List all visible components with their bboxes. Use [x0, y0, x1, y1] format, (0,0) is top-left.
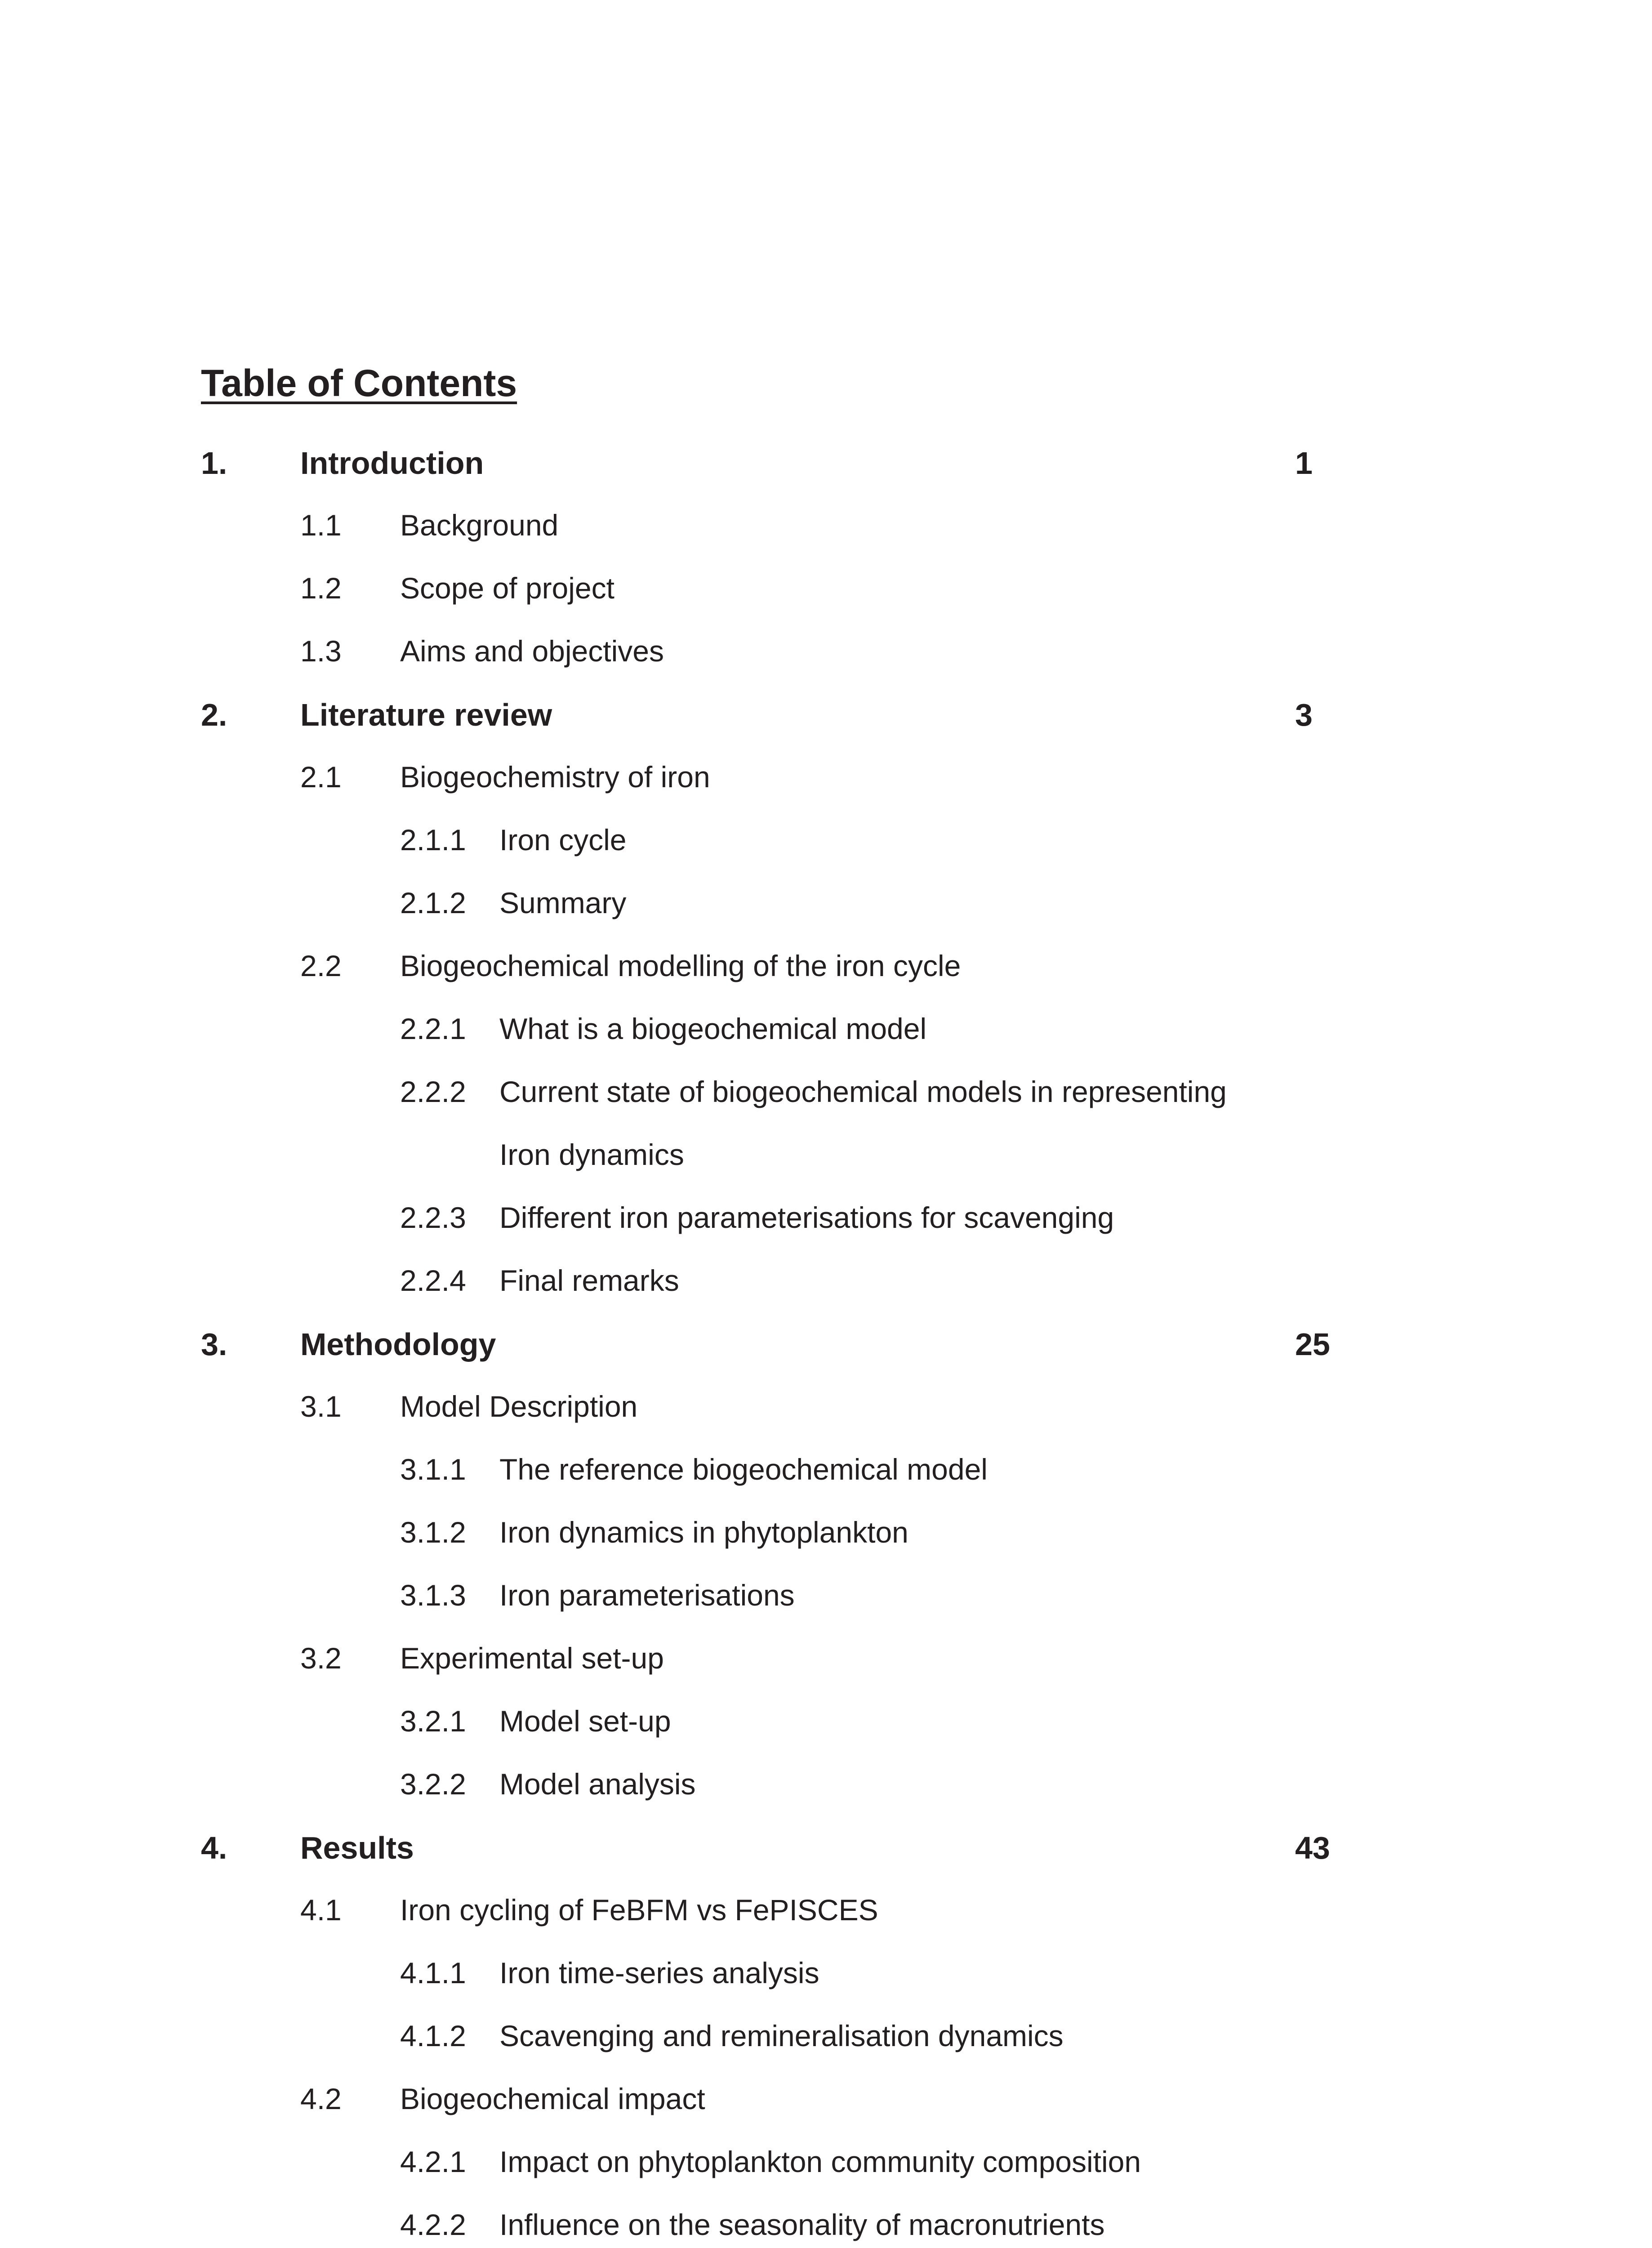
- toc-entry[interactable]: [0, 1958, 1652, 2003]
- toc-entry[interactable]: [0, 699, 1652, 744]
- toc-entry[interactable]: [0, 2084, 1652, 2129]
- toc-entry-number: 4.2.1: [400, 2145, 466, 2178]
- toc-entry-title: Iron time-series analysis: [499, 1956, 819, 1989]
- toc-entry-title: Model Description: [400, 1390, 638, 1423]
- toc-entry[interactable]: [0, 1769, 1652, 1814]
- toc-entry-number: 1.2: [300, 571, 342, 605]
- toc-entry-title: Iron cycle: [499, 823, 627, 856]
- toc-entry[interactable]: [0, 1329, 1652, 1374]
- toc-entry-title: Influence on the seasonality of macronutrients: [499, 2208, 1105, 2241]
- toc-entry[interactable]: [0, 2147, 1652, 2192]
- toc-entry-number: 1.: [201, 446, 227, 481]
- toc-entry-title: Biogeochemical impact: [400, 2082, 705, 2115]
- toc-entry-number: 3.1: [300, 1390, 342, 1423]
- toc-entry-number: 3.: [201, 1327, 227, 1362]
- toc-entry-number: 4.2: [300, 2082, 342, 2115]
- toc-entry-number: 2.2.2: [400, 1075, 466, 1108]
- toc-entry-number: 3.2: [300, 1641, 342, 1675]
- toc-entry-number: 3.1.1: [400, 1453, 466, 1486]
- toc-entry-number: 4.2.2: [400, 2208, 466, 2241]
- toc-entry-title: Scavenging and remineralisation dynamics: [499, 2019, 1064, 2052]
- toc-entry-number: 4.1.2: [400, 2019, 466, 2052]
- toc-entry-title: Current state of biogeochemical models in representing: [499, 1075, 1227, 1108]
- toc-entry[interactable]: [0, 447, 1652, 492]
- toc-entry-number: 3.1.3: [400, 1579, 466, 1612]
- toc-entry[interactable]: [0, 1454, 1652, 1499]
- toc-entry[interactable]: [0, 825, 1652, 870]
- toc-entry-title: Final remarks: [499, 1264, 679, 1297]
- toc-entry[interactable]: [0, 762, 1652, 807]
- toc-entry[interactable]: [0, 1392, 1652, 1436]
- toc-entry-title: Iron dynamics in phytoplankton: [499, 1516, 908, 1549]
- toc-entry[interactable]: [0, 1517, 1652, 1562]
- toc-entry-number: 1.3: [300, 634, 342, 668]
- toc-entry-title: Impact on phytoplankton community composition: [499, 2145, 1141, 2178]
- toc-entry-title: Scope of project: [400, 571, 614, 605]
- toc-entry[interactable]: [0, 951, 1652, 996]
- toc-entry[interactable]: [0, 888, 1652, 933]
- toc-entry-number: 2.: [201, 697, 227, 732]
- toc-entry-page-number: 25: [1295, 1327, 1330, 1362]
- toc-entry-title: Iron dynamics: [499, 1138, 684, 1171]
- toc-entry[interactable]: [0, 1266, 1652, 1311]
- toc-entry[interactable]: [0, 1706, 1652, 1751]
- toc-entry-title: Experimental set-up: [400, 1641, 664, 1675]
- toc-entry-title: Literature review: [300, 697, 552, 732]
- toc-entry-number: 4.1: [300, 1893, 342, 1927]
- toc-entry[interactable]: [0, 1643, 1652, 1688]
- toc-entry[interactable]: [0, 1832, 1652, 1877]
- toc-entry[interactable]: [0, 2210, 1652, 2248]
- toc-entry-title: The reference biogeochemical model: [499, 1453, 988, 1486]
- toc-entry[interactable]: [0, 1895, 1652, 1940]
- toc-entry[interactable]: [0, 1140, 1652, 1185]
- toc-entry[interactable]: [0, 2021, 1652, 2066]
- toc-entry-title: Background: [400, 508, 559, 542]
- toc-entry-number: 1.1: [300, 508, 342, 542]
- toc-entry-number: 3.2.2: [400, 1767, 466, 1801]
- toc-entry-number: 2.1.2: [400, 886, 466, 919]
- toc-entry-title: Aims and objectives: [400, 634, 664, 668]
- toc-entry-number: 4.1.1: [400, 1956, 466, 1989]
- toc-entry-title: Different iron parameterisations for scavenging: [499, 1201, 1114, 1234]
- toc-entry-title: Results: [300, 1830, 414, 1865]
- toc-entry-number: 2.2.1: [400, 1012, 466, 1045]
- toc-entry-title: Model analysis: [499, 1767, 696, 1801]
- toc-entry-number: 3.2.1: [400, 1704, 466, 1738]
- toc-entry[interactable]: [0, 1580, 1652, 1625]
- toc-entry[interactable]: [0, 1014, 1652, 1059]
- toc-entry-number: 2.2.4: [400, 1264, 466, 1297]
- toc-entry-number: 2.1.1: [400, 823, 466, 856]
- toc-entry-title: Methodology: [300, 1327, 496, 1362]
- toc-heading: Table of Contents: [201, 362, 517, 404]
- toc-entry-title: Model set-up: [499, 1704, 671, 1738]
- toc-entry-page-number: 43: [1295, 1830, 1330, 1865]
- toc-entry[interactable]: [0, 573, 1652, 618]
- toc-entry-number: 3.1.2: [400, 1516, 466, 1549]
- toc-entry-number: 2.2.3: [400, 1201, 466, 1234]
- toc-entry[interactable]: [0, 1077, 1652, 1122]
- toc-entry-number: 2.1: [300, 760, 342, 794]
- toc-entry-page-number: 3: [1295, 697, 1313, 732]
- toc-entry-title: Summary: [499, 886, 627, 919]
- toc-entry-title: Iron parameterisations: [499, 1579, 795, 1612]
- toc-entry-title: Biogeochemical modelling of the iron cycle: [400, 949, 961, 982]
- toc-entry-number: 4.: [201, 1830, 227, 1865]
- toc-entry-page-number: 1: [1295, 446, 1313, 481]
- toc-entry[interactable]: [0, 636, 1652, 681]
- toc-entry-title: What is a biogeochemical model: [499, 1012, 927, 1045]
- toc-entry[interactable]: [0, 1203, 1652, 1248]
- toc-entry-title: Biogeochemistry of iron: [400, 760, 710, 794]
- toc-entry-number: 2.2: [300, 949, 342, 982]
- toc-entry-title: Iron cycling of FeBFM vs FePISCES: [400, 1893, 878, 1927]
- toc-entry-title: Introduction: [300, 446, 484, 481]
- toc-entry[interactable]: [0, 510, 1652, 555]
